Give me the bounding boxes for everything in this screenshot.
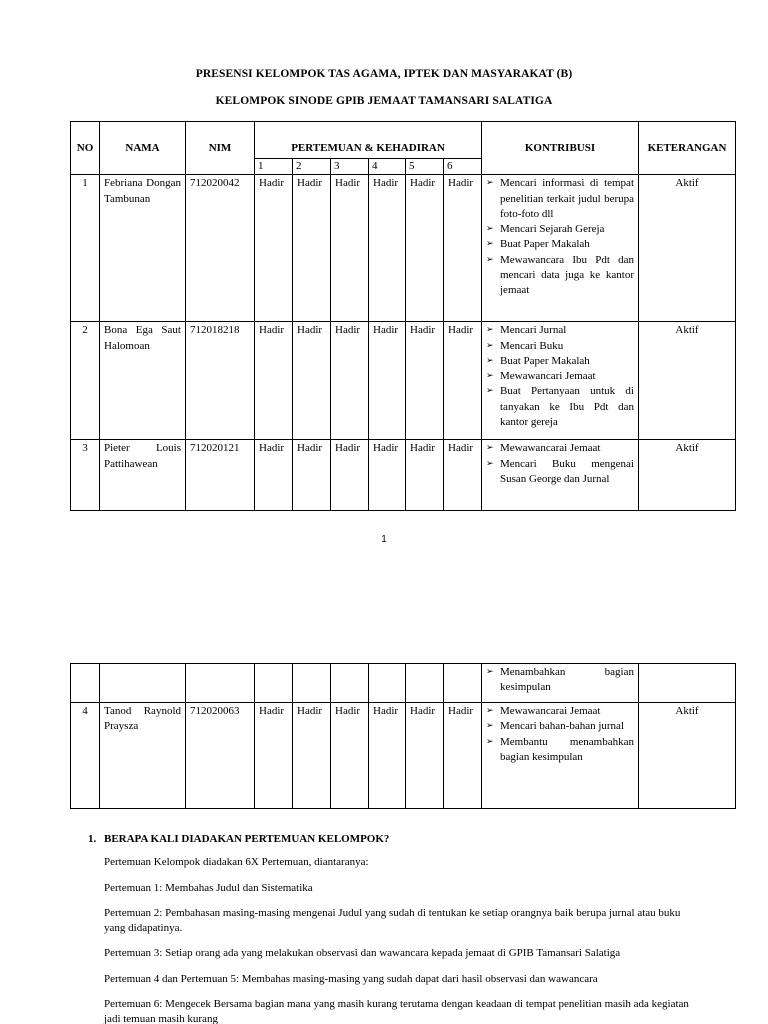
- row-hadir: Hadir: [255, 440, 293, 511]
- contribution-item: ➢ Mencari Buku: [486, 339, 634, 354]
- contribution-item: ➢ Mewawancarai Jemaat: [486, 704, 634, 719]
- session-number: 5: [406, 159, 444, 175]
- contribution-item: ➢ Mencari Sejarah Gereja: [486, 222, 634, 237]
- header-nama: NAMA: [100, 122, 186, 175]
- row-hadir: Hadir: [255, 175, 293, 322]
- table-row: [71, 322, 736, 440]
- row-kontribusi: [482, 322, 639, 440]
- row-nim: 712020042: [186, 175, 255, 322]
- section-paragraph: Pertemuan 3: Setiap orang ada yang melakukan observasi dan wawancara kepada jemaat di GPIB Tamansari Salatiga: [104, 947, 621, 960]
- section-heading: [88, 832, 700, 847]
- row-hadir: Hadir: [369, 322, 406, 440]
- row-hadir: Hadir: [369, 440, 406, 511]
- row-hadir: Hadir: [331, 440, 369, 511]
- contribution-item: ➢ Mewawancarai Jemaat: [486, 441, 634, 456]
- row-nama: Febriana Dongan Tambunan: [100, 175, 186, 322]
- contribution-item: ➢ Membantu menambahkan bagian kesimpulan: [486, 735, 634, 766]
- page-number: 1: [381, 534, 387, 545]
- row-kontribusi: [482, 703, 639, 809]
- table-row: [71, 703, 736, 809]
- contribution-item: ➢ Mencari informasi di tempat penelitian terkait judul berupa foto-foto dll: [486, 176, 634, 222]
- row-hadir: Hadir: [255, 322, 293, 440]
- row-nim: 712020063: [186, 703, 255, 809]
- section-paragraph: Pertemuan Kelompok diadakan 6X Pertemuan, diantaranya:: [104, 856, 369, 869]
- document-title: PRESENSI KELOMPOK TAS AGAMA, IPTEK DAN MASYARAKAT (B): [195, 68, 573, 80]
- section-paragraph: Pertemuan 1: Membahas Judul dan Sistematika: [104, 881, 313, 894]
- row-hadir: Hadir: [444, 440, 482, 511]
- row-hadir: Hadir: [406, 703, 444, 809]
- row-keterangan: Aktif: [639, 322, 736, 440]
- contribution-item: ➢ Buat Paper Makalah: [486, 354, 634, 369]
- row-nama: Bona Ega Saut Halomoan: [100, 322, 186, 440]
- row-nim: 712018218: [186, 322, 255, 440]
- row-hadir: Hadir: [293, 322, 331, 440]
- row-hadir: Hadir: [331, 322, 369, 440]
- table-row: [71, 440, 736, 511]
- row-hadir: Hadir: [444, 175, 482, 322]
- row-hadir: Hadir: [406, 322, 444, 440]
- row-no: 3: [71, 440, 100, 511]
- contribution-item: ➢ Mewawancara Ibu Pdt dan mencari data juga ke kantor jemaat: [486, 253, 634, 299]
- header-kontribusi: KONTRIBUSI: [482, 122, 639, 175]
- header-nim: NIM: [186, 122, 255, 175]
- row-kontribusi: [482, 440, 639, 511]
- table-row-continuation: [71, 664, 736, 703]
- contribution-item: ➢ Mewawancari Jemaat: [486, 369, 634, 384]
- row-hadir: Hadir: [369, 703, 406, 809]
- row-keterangan: Aktif: [639, 703, 736, 809]
- header-no: NO: [71, 122, 100, 175]
- header-pertemuan: PERTEMUAN & KEHADIRAN: [255, 122, 482, 159]
- contribution-item: ➢ Menambahkan bagian kesimpulan: [486, 665, 634, 696]
- row-no: 4: [71, 703, 100, 809]
- contribution-item: ➢ Buat Pertanyaan untuk di tanyakan ke Ibu Pdt dan kantor gereja: [486, 384, 634, 430]
- row-kontribusi: [482, 175, 639, 322]
- row-nim: 712020121: [186, 440, 255, 511]
- row-hadir: Hadir: [293, 175, 331, 322]
- section-paragraph: Pertemuan 6: Mengecek Bersama bagian mana yang masih kurang terutama dengan keadaan di tempat penelitian masih ada kegiatan jadi temuan masih kurang: [104, 998, 689, 1024]
- row-hadir: Hadir: [444, 322, 482, 440]
- row-hadir: Hadir: [293, 703, 331, 809]
- row-keterangan: Aktif: [639, 175, 736, 322]
- row-nama: Pieter Louis Pattihawean: [100, 440, 186, 511]
- session-number: 4: [369, 159, 406, 175]
- contribution-item: ➢ Buat Paper Makalah: [486, 237, 634, 252]
- document-subtitle: KELOMPOK SINODE GPIB JEMAAT TAMANSARI SALATIGA: [215, 95, 553, 107]
- meeting-section: [88, 832, 700, 1024]
- row-hadir: Hadir: [331, 703, 369, 809]
- row-hadir: Hadir: [444, 703, 482, 809]
- attendance-table-continued: [70, 663, 736, 809]
- contribution-item: ➢ Mencari Buku mengenai Susan George dan Jurnal: [486, 457, 634, 488]
- table-row: [71, 175, 736, 322]
- section-paragraph: Pertemuan 2: Pembahasan masing-masing mengenai Judul yang sudah di tentukan ke setiap orangnya baik berupa jurnal atau buku yang didapatinya.: [104, 906, 681, 935]
- row-hadir: Hadir: [406, 440, 444, 511]
- row-no: 1: [71, 175, 100, 322]
- row-hadir: Hadir: [369, 175, 406, 322]
- section-number: 1.: [88, 833, 97, 845]
- session-number: 6: [444, 159, 482, 175]
- row-hadir: Hadir: [255, 703, 293, 809]
- contribution-item: ➢ Mencari bahan-bahan jurnal: [486, 719, 634, 734]
- row-no: 2: [71, 322, 100, 440]
- row-hadir: Hadir: [293, 440, 331, 511]
- contribution-item: ➢ Mencari Jurnal: [486, 323, 634, 338]
- row-hadir: Hadir: [406, 175, 444, 322]
- row-keterangan: Aktif: [639, 440, 736, 511]
- row-nama: Tanod Raynold Praysza: [100, 703, 186, 809]
- session-number: 2: [293, 159, 331, 175]
- session-number: 3: [331, 159, 369, 175]
- row-kontribusi: [482, 664, 639, 703]
- section-heading-text: BERAPA KALI DIADAKAN PERTEMUAN KELOMPOK?: [104, 833, 390, 845]
- header-keterangan: KETERANGAN: [639, 122, 736, 175]
- section-paragraph: Pertemuan 4 dan Pertemuan 5: Membahas masing-masing yang sudah dapat dari hasil observasi dan wawancara: [104, 972, 598, 985]
- row-hadir: Hadir: [331, 175, 369, 322]
- session-number: 1: [255, 159, 293, 175]
- attendance-table: [70, 121, 736, 511]
